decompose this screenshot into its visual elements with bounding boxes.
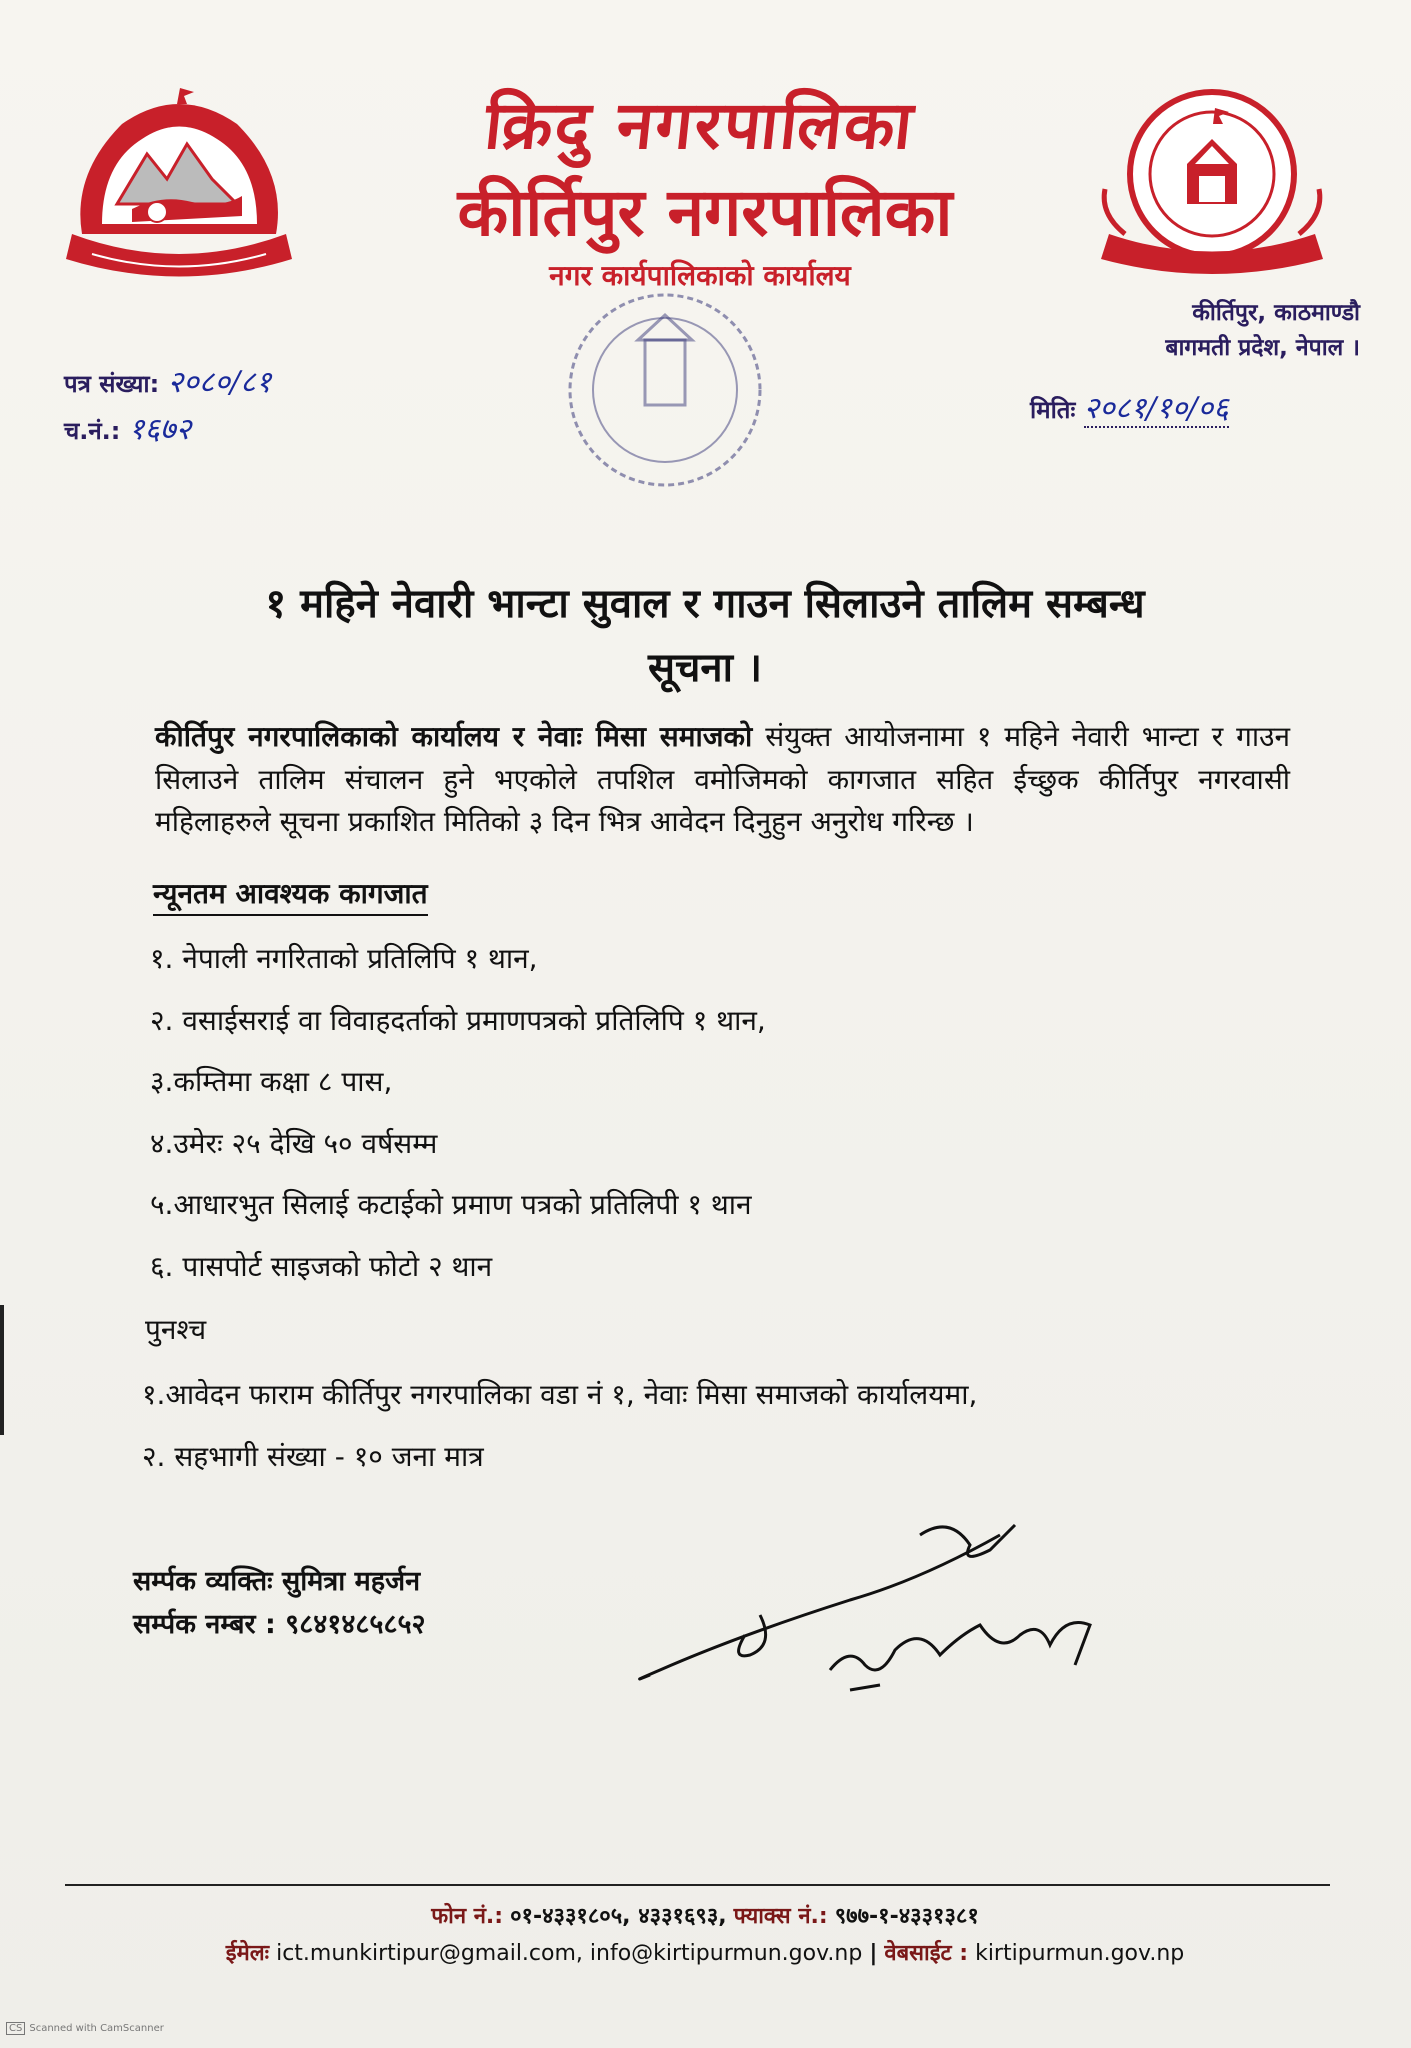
fax-label: फ्याक्स नं.:	[733, 1904, 828, 1929]
date-row	[1030, 386, 1370, 427]
intro-lead: कीर्तिपुर नगरपालिकाको कार्यालय र नेवाः मिसा समाजको	[155, 720, 753, 753]
list-item: १. नेपाली नगरिताको प्रतिलिपि १ थान,	[150, 942, 538, 975]
address-line-1: कीर्तिपुर, काठमाण्डौ	[1192, 300, 1360, 326]
notice-heading	[150, 572, 1260, 700]
phone-value: ०१-४३३१८०५, ४३३१६९३,	[510, 1904, 727, 1929]
office-stamp-icon	[530, 280, 800, 530]
nepal-emblem-icon	[62, 84, 296, 294]
letter-number-label: पत्र संख्या:	[64, 370, 160, 398]
scanner-text: Scanned with CamScanner	[29, 2023, 164, 2034]
notice-heading-line-1: १ महिने नेवारी भान्टा सुवाल र गाउन सिलाउने तालिम सम्बन्ध	[265, 581, 1145, 627]
scanner-badge: CS	[6, 2022, 25, 2035]
list-item: २. सहभागी संख्या - १० जना मात्र	[142, 1439, 484, 1473]
letterhead-footer	[60, 1898, 1350, 1973]
footer-phone-row	[60, 1898, 1350, 1935]
office-subtitle: नगर कार्यपालिकाको कार्यालय	[549, 259, 851, 292]
scanner-watermark	[6, 2022, 164, 2035]
contact-number-value: ९८४१४८५८५२	[285, 1609, 426, 1641]
intro-body: संयुक्त आयोजनामा १ महिने नेवारी भान्टा र गाउन सिलाउने तालिम संचालन हुने भएकोले तपशिल वमोजिमको कागजात सहित ईच्छुक कीर्तिपुर नगरवासी महिलाहरुले सूचना प्रकाशित मितिको ३ दिन भित्र आवेदन दिनुहुन अनुरोध गरिन्छ ।	[155, 720, 1290, 839]
phone-label: फोन नं.:	[431, 1904, 504, 1929]
footer-email-row	[60, 1935, 1350, 1972]
office-address	[1070, 296, 1360, 365]
list-item: २. वसाईसराई वा विवाहदर्ताको प्रमाणपत्रको प्रतिलिपि १ थान,	[150, 1003, 766, 1037]
scan-edge-mark	[0, 1305, 4, 1435]
signature-icon	[620, 1505, 1140, 1715]
dispatch-number-row	[64, 407, 404, 454]
municipality-name-newari: क्रिदु नगरपालिका	[481, 86, 919, 164]
required-documents-title: न्यूनतम आवश्यक कागजात	[153, 874, 428, 916]
postscript-list	[142, 1364, 1242, 1487]
contact-block	[133, 1560, 653, 1646]
list-item: ३.कम्तिमा कक्षा ८ पास,	[150, 1065, 393, 1098]
notice-heading-line-2: सूचना ।	[647, 645, 763, 691]
list-item: ४.उमेरः २५ देखि ५० वर्षसम्म	[150, 1126, 438, 1160]
footer-divider	[65, 1884, 1330, 1886]
website-label: वेबसाईट :	[884, 1941, 969, 1967]
date-label: मितिः	[1030, 396, 1076, 424]
date-value: २०८१/१०/०६	[1083, 391, 1229, 426]
email-label: ईमेलः	[225, 1941, 270, 1967]
contact-person-value: सुमित्रा महर्जन	[281, 1566, 421, 1597]
reference-block	[64, 360, 404, 453]
dispatch-number-value: १६७२	[128, 411, 192, 447]
email-value: ict.munkirtipur@gmail.com, info@kirtipurmun.gov.np	[276, 1941, 863, 1967]
notice-intro	[155, 716, 1290, 844]
requirements-list	[150, 928, 1250, 1297]
contact-person-row	[133, 1560, 653, 1603]
dispatch-number-label: च.नं.:	[64, 416, 121, 445]
contact-person-label: सर्म्पक व्यक्तिः	[133, 1566, 273, 1597]
list-item: १.आवेदन फाराम कीर्तिपुर नगरपालिका वडा नं १, नेवाः मिसा समाजको कार्यालयमा,	[142, 1378, 978, 1411]
contact-number-label: सर्म्पक नम्बर :	[133, 1609, 276, 1641]
letter-number-row	[64, 360, 404, 407]
list-item: ६. पासपोर्ट साइजको फोटो २ थान	[150, 1249, 493, 1283]
postscript-label: पुनश्च	[145, 1313, 207, 1346]
fax-value: ९७७-१-४३३१३८१	[834, 1904, 979, 1929]
contact-number-row	[133, 1603, 653, 1646]
footer-separator: |	[869, 1941, 878, 1967]
letter-number-value: २०८०/८१	[167, 365, 272, 400]
list-item: ५.आधारभुत सिलाई कटाईको प्रमाण पत्रको प्रतिलिपी १ थान	[150, 1188, 752, 1221]
municipality-logo-icon	[1095, 84, 1329, 284]
address-line-2: बागमती प्रदेश, नेपाल ।	[1165, 334, 1360, 361]
website-value: kirtipurmun.gov.np	[975, 1941, 1185, 1967]
municipality-name-nepali: कीर्तिपुर नगरपालिका	[457, 174, 953, 251]
